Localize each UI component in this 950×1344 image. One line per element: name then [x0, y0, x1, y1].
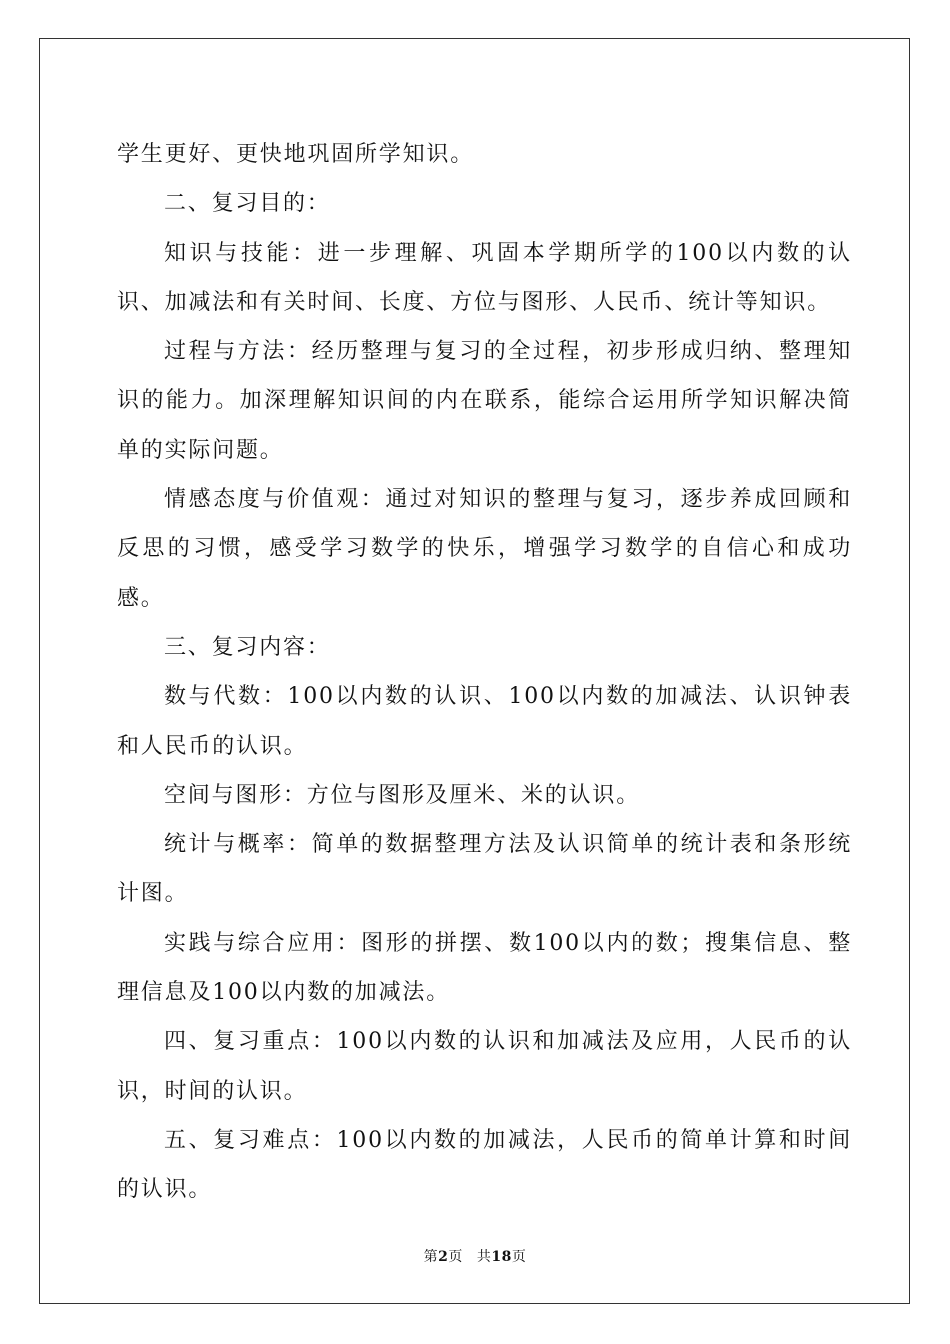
- paragraph-process-methods: 过程与方法：经历整理与复习的全过程，初步形成归纳、整理知识的能力。加深理解知识间的内在联系，能综合运用所学知识解决简单的实际问题。: [117, 339, 852, 463]
- paragraph-practice-application: 实践与综合应用：图形的拼摆、数100以内的数；搜集信息、整理信息及100以内数的加减法。: [117, 930, 852, 1006]
- page-suffix: 页: [448, 1249, 463, 1265]
- section-difficult-points: 五、复习难点：100以内数的加减法，人民币的简单计算和时间的认识。: [117, 1127, 852, 1203]
- total-pages: 18: [491, 1249, 512, 1265]
- paragraph-numbers-algebra: 数与代数：100以内数的认识、100以内数的加减法、认识钟表和人民币的认识。: [117, 684, 852, 759]
- page-number: 2: [438, 1249, 449, 1265]
- paragraph-space-shapes: 空间与图形：方位与图形及厘米、米的认识。: [164, 782, 641, 808]
- page-prefix: 第: [423, 1249, 439, 1265]
- paragraph-1: 学生更好、更快地巩固所学知识。: [117, 142, 475, 167]
- section-heading-objectives: 二、复习目的：: [164, 191, 331, 217]
- document-body: [117, 130, 852, 1215]
- total-suffix: 页: [511, 1249, 527, 1265]
- paragraph-attitudes-values: 情感态度与价值观：通过对知识的整理与复习，逐步养成回顾和反思的习惯，感受学习数学的快乐，增强学习数学的自信心和成功感。: [117, 487, 852, 611]
- total-prefix: 共: [476, 1249, 492, 1265]
- page-footer: [0, 1246, 950, 1266]
- paragraph-knowledge-skills: 知识与技能：进一步理解、巩固本学期所学的100以内数的认识、加减法和有关时间、长度、方位与图形、人民币、统计等知识。: [117, 240, 852, 315]
- section-heading-content: 三、复习内容：: [164, 634, 331, 660]
- paragraph-statistics-probability: 统计与概率：简单的数据整理方法及认识简单的统计表和条形统计图。: [117, 832, 852, 907]
- section-key-points: 四、复习重点：100以内数的认识和加减法及应用，人民币的认识，时间的认识。: [117, 1029, 852, 1104]
